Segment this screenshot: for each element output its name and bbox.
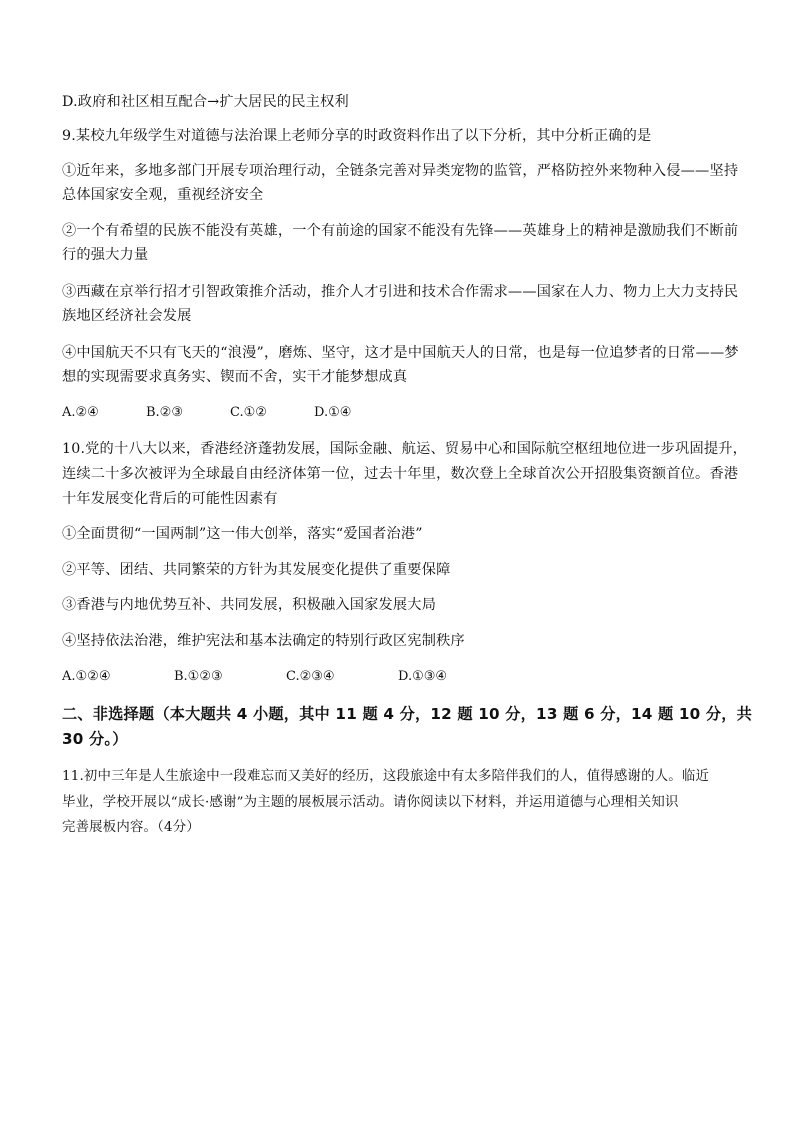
q9-option-d: D.①④ <box>314 405 352 420</box>
q9-statement-1-line-2: 总体国家安全观，重视经济安全 <box>62 187 264 203</box>
q10-statement-3: ③香港与内地优势互补、共同发展，积极融入国家发展大局 <box>62 597 437 613</box>
q11-line-3: 完善展板内容。（4分） <box>62 820 200 835</box>
q9-statement-3-line-2: 族地区经济社会发展 <box>62 308 192 324</box>
q9-option-b: B.②③ <box>146 405 183 420</box>
q10-option-a: A.①②④ <box>62 669 111 684</box>
q9-statement-3-line-1: ③西藏在京举行招才引智政策推介活动，推介人才引进和技术合作需求——国家在人力、物力上大力支持民 <box>62 284 739 300</box>
q10-stem-line-3: 十年发展变化背后的可能性因素有 <box>62 491 278 507</box>
q10-stem-line-1: 10.党的十八大以来，香港经济蓬勃发展，国际金融、航运、贸易中心和国际航空枢纽地位进一步巩固提升， <box>62 441 747 457</box>
q9-statement-1-line-1: ①近年来，多地多部门开展专项治理行动，全链条完善对异类宠物的监管，严格防控外来物种入侵——坚持 <box>62 163 739 179</box>
q9-option-a: A.②④ <box>62 405 99 420</box>
q10-stem-line-2: 连续二十多次被评为全球最自由经济体第一位，过去十年里，数次登上全球首次公开招股集资额首位。香港 <box>62 466 739 482</box>
q9-statement-2-line-2: 行的强大力量 <box>62 247 149 263</box>
section-2-heading-line-2: 30 分。） <box>62 730 128 748</box>
q10-option-c: C.②③④ <box>286 669 335 684</box>
q8-option-d: D.政府和社区相互配合→扩大居民的民主权利 <box>62 94 349 110</box>
q10-option-b: B.①②③ <box>174 669 223 684</box>
q9-stem: 9.某校九年级学生对道德与法治课上老师分享的时政资料作出了以下分析，其中分析正确的是 <box>62 128 652 144</box>
q11-line-1: 11.初中三年是人生旅途中一段难忘而又美好的经历，这段旅途中有太多陪伴我们的人，值得感谢的人。临近 <box>62 769 710 784</box>
q10-statement-4: ④坚持依法治港，维护宪法和基本法确定的特别行政区宪制秩序 <box>62 633 465 649</box>
q10-statement-2: ②平等、团结、共同繁荣的方针为其发展变化提供了重要保障 <box>62 562 451 578</box>
q9-statement-4-line-1: ④中国航天不只有飞天的“浪漫”，磨炼、坚守，这才是中国航天人的日常，也是每一位追梦者的日常——梦 <box>62 345 739 361</box>
section-2-heading-line-1: 二、非选择题（本大题共 4 小题，其中 11 题 4 分，12 题 10 分，13 题 6 分，14 题 10 分，共 <box>62 705 753 723</box>
q9-statement-4-line-2: 想的实现需要求真务实、锲而不舍，实干才能梦想成真 <box>62 369 408 385</box>
q10-statement-1: ①全面贯彻“一国两制”这一伟大创举，落实“爱国者治港” <box>62 526 423 542</box>
q11-line-2: 毕业，学校开展以“成长·感谢”为主题的展板展示活动。请你阅读以下材料，并运用道德与心理相关知识 <box>62 795 679 810</box>
q10-option-d: D.①③④ <box>398 669 448 684</box>
q9-statement-2-line-1: ②一个有希望的民族不能没有英雄，一个有前途的国家不能没有先锋——英雄身上的精神是激励我们不断前 <box>62 223 739 239</box>
q9-option-c: C.①② <box>230 405 267 420</box>
